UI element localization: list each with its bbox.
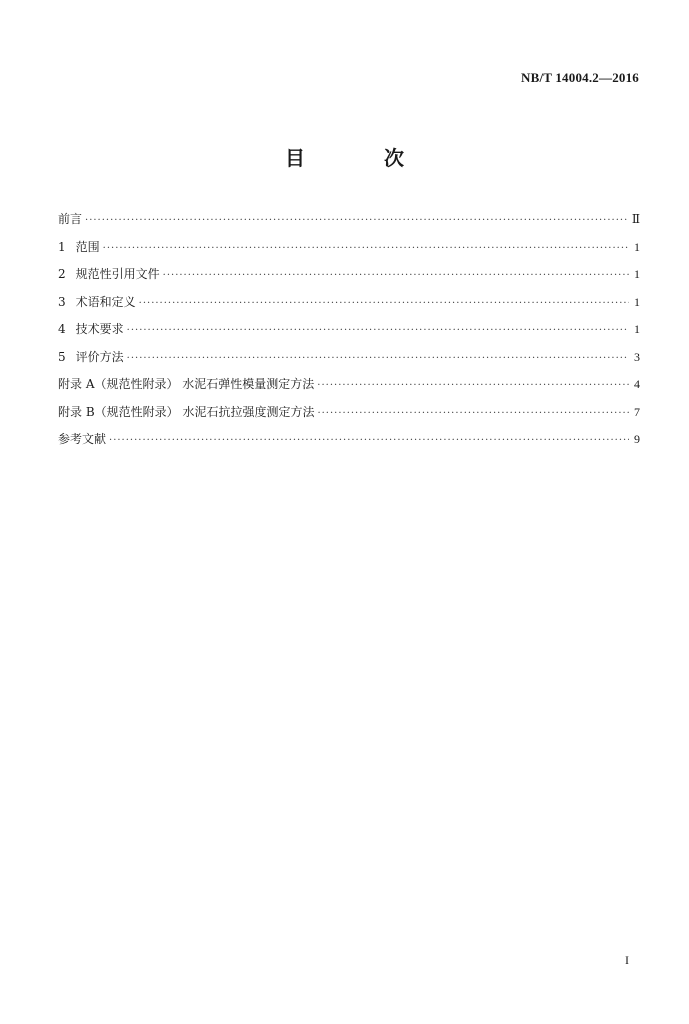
standard-number: NB/T 14004.2—2016 bbox=[520, 70, 639, 85]
toc-leader-dots bbox=[109, 434, 629, 448]
toc-entry-annex-b[interactable] bbox=[58, 405, 640, 433]
toc-section-number: 2 bbox=[58, 267, 66, 281]
toc-entry-text: 技术要求 bbox=[75, 322, 124, 336]
toc-page-number: Ⅱ bbox=[631, 212, 640, 226]
toc-entry-text: 范围 bbox=[75, 239, 100, 254]
toc-leader-dots bbox=[317, 407, 629, 421]
toc-leader-dots bbox=[139, 297, 629, 311]
toc-entry-annex-a[interactable] bbox=[58, 377, 640, 405]
toc-leader-dots bbox=[163, 269, 629, 283]
toc-leader-dots bbox=[317, 379, 629, 393]
toc-leader-dots bbox=[127, 352, 629, 366]
toc-section-number: 5 bbox=[58, 349, 66, 364]
page-number: I bbox=[625, 953, 629, 967]
toc-page-number: 3 bbox=[634, 349, 640, 364]
toc-entry-evaluation-methods[interactable] bbox=[58, 350, 640, 378]
toc-section-number: 3 bbox=[58, 294, 66, 309]
toc-entry-technical-requirements[interactable] bbox=[58, 322, 640, 350]
table-of-contents bbox=[58, 212, 640, 460]
toc-page-number: 4 bbox=[634, 377, 640, 391]
toc-page-number: 1 bbox=[634, 267, 640, 281]
toc-entry-text: 附录 B（规范性附录） 水泥石抗拉强度测定方法 bbox=[58, 404, 315, 419]
toc-entry-normative-references[interactable] bbox=[58, 267, 640, 295]
toc-section-number: 1 bbox=[58, 239, 66, 254]
toc-page-number: 1 bbox=[634, 322, 640, 336]
toc-leader-dots bbox=[127, 324, 629, 338]
toc-leader-dots bbox=[103, 242, 629, 256]
toc-page-number: 9 bbox=[634, 432, 640, 446]
toc-entry-foreword[interactable] bbox=[58, 212, 640, 240]
toc-entry-terms-definitions[interactable] bbox=[58, 295, 640, 323]
page-title: 目 次 bbox=[285, 146, 440, 170]
toc-entry-text: 参考文献 bbox=[58, 432, 107, 446]
toc-entry-text: 前言 bbox=[58, 212, 83, 226]
toc-page-number: 1 bbox=[634, 239, 640, 254]
toc-entry-text: 术语和定义 bbox=[75, 294, 136, 309]
toc-leader-dots bbox=[85, 214, 629, 228]
toc-section-number: 4 bbox=[58, 322, 66, 336]
toc-entry-bibliography[interactable] bbox=[58, 432, 640, 460]
toc-page-number: 1 bbox=[634, 294, 640, 309]
toc-entry-text: 附录 A（规范性附录） 水泥石弹性模量测定方法 bbox=[58, 377, 315, 391]
toc-entry-text: 评价方法 bbox=[75, 349, 124, 364]
toc-entry-text: 规范性引用文件 bbox=[75, 267, 160, 281]
toc-page-number: 7 bbox=[634, 404, 640, 419]
toc-entry-scope[interactable] bbox=[58, 240, 640, 268]
